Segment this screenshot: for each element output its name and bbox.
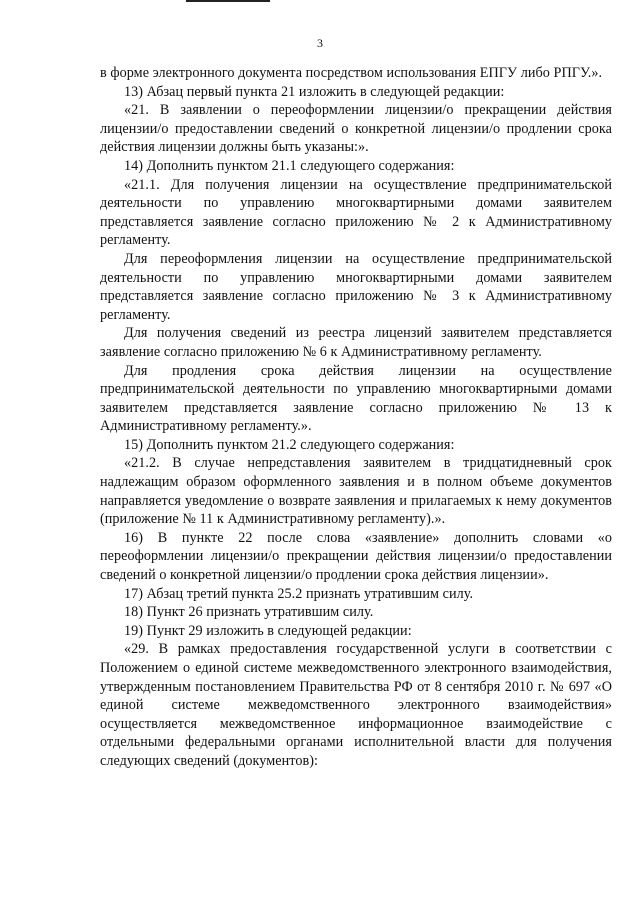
paragraph-extension: Для продления срока действия лицензии на осуществление предпринимательской деятельности по управлению многоквартирными домами заявителем представляется заявление согласно приложению № 13 к Административному регламенту.». [100, 362, 612, 435]
paragraph-reissue: Для переоформления лицензии на осуществление предпринимательской деятельности по управлению многоквартирными домами заявителем представляется заявление согласно приложению № 3 к Административному регламенту. [100, 250, 612, 323]
paragraph-continuation: в форме электронного документа посредством использования ЕПГУ либо РПГУ.». [100, 65, 603, 81]
paragraph-quote-21-2: «21.2. В случае непредставления заявителем в тридцатидневный срок надлежащим образом оформленного заявления и в полном объеме документов направляется уведомление о возврате заявления и прилагаемых к нему документов (приложение № 11 к Административному регламенту).». [100, 455, 612, 528]
paragraph-quote-21: «21. В заявлении о переоформлении лицензии/о прекращении действия лицензии/о предоставлении сведений о конкретной лицензии/о продлении срока действия лицензии должны быть указаны:». [100, 102, 612, 156]
paragraph-item-13: 13) Абзац первый пункта 21 изложить в следующей редакции: [124, 83, 505, 100]
paragraph-item-18: 18) Пункт 26 признать утратившим силу. [124, 604, 374, 621]
page-number: 3 [317, 36, 323, 50]
paragraph-quote-21-1: «21.1. Для получения лицензии на осуществление предпринимательской деятельности по управлению многоквартирными домами заявителем представляется заявление согласно приложению № 2 к Административному регламенту. [100, 176, 612, 249]
paragraph-item-15: 15) Дополнить пунктом 21.2 следующего содержания: [124, 436, 455, 453]
paragraph-item-16: 16) В пункте 22 после слова «заявление» дополнить словами «о переоформлении лицензии/о прекращении действия лицензии/о предоставлении сведений о конкретной лицензии/о продлении срока действия лицензии». [100, 529, 612, 584]
scan-mark [186, 0, 270, 2]
document-body [100, 64, 612, 771]
paragraph-item-14: 14) Дополнить пунктом 21.1 следующего содержания: [124, 157, 455, 174]
paragraph-item-17: 17) Абзац третий пункта 25.2 признать утратившим силу. [124, 585, 474, 602]
paragraph-quote-29: «29. В рамках предоставления государственной услуги в соответствии с Положением о единой системе межведомственного электронного взаимодействия, утвержденным постановлением Правительства РФ от 8 сентября 2010 г. № 697 «О единой системе межведомственного электронного взаимодействия» осуществляется межведомственное информационное взаимодействие с отдельными федеральными органами исполнительной власти для получения следующих сведений (документов): [100, 641, 612, 769]
paragraph-item-19: 19) Пункт 29 изложить в следующей редакции: [124, 622, 412, 639]
paragraph-registry: Для получения сведений из реестра лицензий заявителем представляется заявление согласно приложению № 6 к Административному регламенту. [100, 325, 612, 360]
